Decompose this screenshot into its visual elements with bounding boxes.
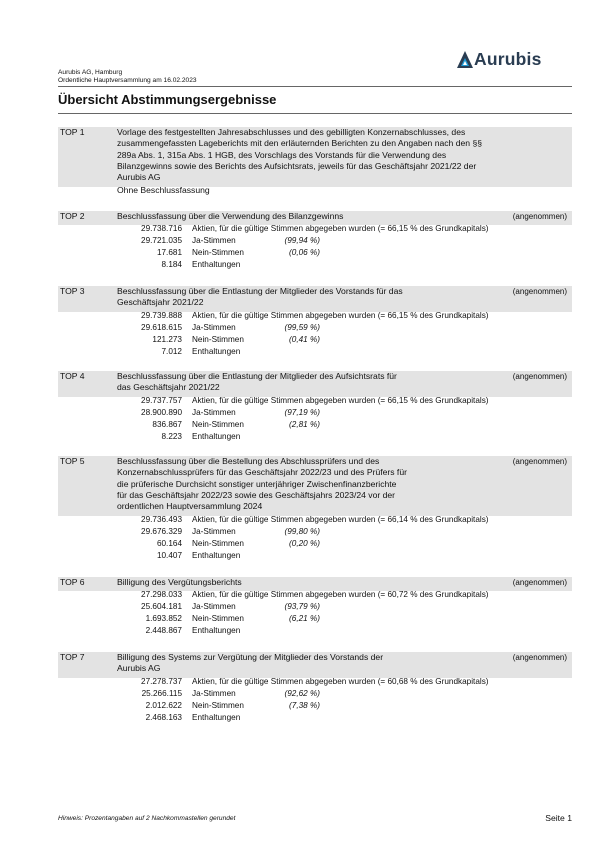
vote-row: [58, 407, 572, 418]
agenda-item-title: [117, 456, 559, 512]
page-title: Übersicht Abstimmungsergebnisse: [58, 92, 277, 107]
vote-row: [58, 514, 572, 525]
vote-label: Aktien, für die gültige Stimmen abgegeben wurden (= 66,15 % des Grundkapitals): [192, 310, 489, 320]
vote-row: [58, 431, 572, 442]
vote-count: 60.164: [156, 538, 182, 548]
agenda-item-title-line: 289a Abs. 1, 315a Abs. 1 HGB, des Vorschlags des Vorstands für die Verwendung des: [117, 149, 447, 160]
vote-row: [58, 322, 572, 333]
agenda-item-title-line: zusammengefassten Lageberichts mit den erläuternden Berichten zu den Angaben nach den §§: [117, 138, 483, 149]
vote-label: Aktien, für die gültige Stimmen abgegeben wurden (= 66,14 % des Grundkapitals): [192, 514, 489, 524]
agenda-item-title-line: Bilanzgewinns sowie des Berichts des Aufsichtsrats, jeweils für das Geschäftsjahr 2021/22 der: [117, 160, 477, 171]
agenda-item-title: [117, 371, 559, 394]
vote-label: Enthaltungen: [192, 626, 241, 636]
vote-percentage: (93,79 %): [284, 602, 320, 612]
agenda-item-title-line: das Geschäftsjahr 2021/22: [117, 382, 220, 393]
vote-count: 17.681: [156, 248, 182, 258]
vote-count: 121.273: [152, 334, 182, 344]
meeting-date: Ordentliche Hauptversammlung am 16.02.2023: [58, 77, 197, 84]
vote-count: 1.693.852: [145, 614, 182, 624]
agenda-item-number: TOP 1: [60, 127, 85, 137]
vote-label: Enthaltungen: [192, 712, 241, 722]
vote-count: 27.278.737: [141, 676, 182, 686]
vote-row: [58, 223, 572, 234]
agenda-item-title-line: Billigung des Systems zur Vergütung der Mitglieder des Vorstands der: [117, 652, 384, 662]
vote-count: 28.900.890: [141, 407, 182, 417]
vote-count: 29.737.757: [141, 395, 182, 405]
document-header: [58, 69, 197, 85]
vote-percentage: (0,20 %): [289, 538, 320, 548]
vote-count: 29.736.493: [141, 514, 182, 524]
agenda-item-number: TOP 7: [60, 652, 85, 662]
vote-label: Aktien, für die gültige Stimmen abgegeben wurden (= 66,15 % des Grundkapitals): [192, 395, 489, 405]
agenda-item-status: (angenommen): [512, 578, 567, 587]
vote-percentage: (0,06 %): [289, 248, 320, 258]
vote-percentage: (6,21 %): [289, 614, 320, 624]
vote-label: Ja-Stimmen: [192, 602, 236, 612]
vote-row: [58, 235, 572, 246]
vote-row: [58, 601, 572, 612]
vote-row: [58, 676, 572, 687]
agenda-item-title: [117, 652, 559, 675]
header-rule: [58, 86, 572, 87]
vote-count: 8.184: [161, 260, 182, 270]
vote-count: 2.468.163: [145, 712, 182, 722]
vote-percentage: (7,38 %): [289, 700, 320, 710]
vote-count: 2.012.622: [145, 700, 182, 710]
vote-percentage: (97,19 %): [284, 407, 320, 417]
agenda-item-title-line: Beschlussfassung über die Entlastung der Mitglieder des Vorstands für das: [117, 286, 403, 296]
agenda-item-title-line: die prüferische Durchsicht sonstiger unterjähriger Zwischenfinanzberichte: [117, 478, 397, 489]
vote-row: [58, 700, 572, 711]
vote-row: [58, 334, 572, 345]
vote-count: 8.223: [161, 431, 182, 441]
vote-count: 2.448.867: [145, 626, 182, 636]
vote-count: 10.407: [156, 550, 182, 560]
vote-label: Enthaltungen: [192, 260, 241, 270]
vote-row: [58, 688, 572, 699]
vote-label: Ja-Stimmen: [192, 322, 236, 332]
vote-label: Aktien, für die gültige Stimmen abgegeben wurden (= 66,15 % des Grundkapitals): [192, 224, 489, 234]
vote-percentage: (0,41 %): [289, 334, 320, 344]
vote-row: [58, 625, 572, 636]
vote-label: Enthaltungen: [192, 550, 241, 560]
vote-label: Enthaltungen: [192, 431, 241, 441]
agenda-item-status: (angenommen): [512, 653, 567, 662]
agenda-item-number: TOP 6: [60, 577, 85, 587]
vote-label: Nein-Stimmen: [192, 614, 244, 624]
title-rule: [58, 113, 572, 114]
aurubis-logo: [457, 50, 573, 70]
logo-wordmark: Aurubis: [474, 49, 542, 69]
agenda-item-title-line: ordentlichen Hauptversammlung 2024: [117, 501, 263, 512]
agenda-item-title: [117, 577, 559, 588]
vote-label: Ja-Stimmen: [192, 236, 236, 246]
vote-percentage: (92,62 %): [284, 688, 320, 698]
vote-label: Nein-Stimmen: [192, 700, 244, 710]
agenda-item-title-line: Geschäftsjahr 2021/22: [117, 297, 204, 308]
vote-count: 7.012: [161, 346, 182, 356]
vote-label: Nein-Stimmen: [192, 538, 244, 548]
vote-row: [58, 419, 572, 430]
vote-count: 27.298.033: [141, 590, 182, 600]
agenda-item-number: TOP 3: [60, 286, 85, 296]
agenda-item-title-line: Beschlussfassung über die Verwendung des Bilanzgewinns: [117, 211, 344, 221]
vote-row: [58, 712, 572, 723]
agenda-item-number: TOP 2: [60, 211, 85, 221]
vote-count: 29.676.329: [141, 526, 182, 536]
vote-row: [58, 589, 572, 600]
vote-row: [58, 526, 572, 537]
vote-row: [58, 613, 572, 624]
vote-row: [58, 247, 572, 258]
vote-label: Ja-Stimmen: [192, 407, 236, 417]
agenda-item-title: [117, 286, 559, 309]
vote-row: [58, 259, 572, 270]
agenda-item-status: (angenommen): [512, 372, 567, 381]
agenda-item-title-line: Vorlage des festgestellten Jahresabschlusses und des gebilligten Konzernabschlusses, des: [117, 127, 466, 137]
vote-count: 25.604.181: [141, 602, 182, 612]
vote-count: 29.739.888: [141, 310, 182, 320]
agenda-item-title-line: Konzernabschlussprüfers für das Geschäftsjahr 2022/23 und des Prüfers für: [117, 467, 407, 478]
agenda-item-status: (angenommen): [512, 212, 567, 221]
company-name: Aurubis AG, Hamburg: [58, 69, 123, 76]
vote-label: Nein-Stimmen: [192, 419, 244, 429]
agenda-item-number: TOP 5: [60, 456, 85, 466]
agenda-item-title: [117, 211, 559, 222]
vote-row: [58, 550, 572, 561]
agenda-item-title-line: Billigung des Vergütungsberichts: [117, 577, 242, 587]
agenda-item-status: (angenommen): [512, 457, 567, 466]
agenda-item-title-line: Beschlussfassung über die Entlastung der Mitglieder des Aufsichtsrats für: [117, 371, 397, 381]
vote-row: [58, 310, 572, 321]
vote-row: [58, 346, 572, 357]
vote-count: 836.867: [152, 419, 182, 429]
agenda-item-title-line: für das Geschäftsjahr 2022/23 sowie des Geschäftsjahrs 2023/24 vor der: [117, 489, 396, 500]
vote-count: 25.266.115: [141, 688, 182, 698]
aurubis-triangle-icon: [457, 51, 473, 68]
vote-label: Enthaltungen: [192, 346, 241, 356]
agenda-item-title-line: Aurubis AG: [117, 172, 161, 183]
agenda-item-title-line: Aurubis AG: [117, 663, 161, 674]
agenda-item-title-line: Beschlussfassung über die Bestellung des Abschlussprüfers und des: [117, 456, 380, 466]
vote-label: Aktien, für die gültige Stimmen abgegeben wurden (= 60,68 % des Grundkapitals): [192, 676, 489, 686]
vote-percentage: (99,80 %): [284, 526, 320, 536]
vote-label: Ja-Stimmen: [192, 526, 236, 536]
vote-label: Nein-Stimmen: [192, 248, 244, 258]
vote-row: [58, 395, 572, 406]
agenda-item-status: (angenommen): [512, 287, 567, 296]
agenda-item-title: [117, 127, 559, 183]
vote-percentage: (99,59 %): [284, 322, 320, 332]
page-number: Seite 1: [545, 813, 572, 823]
vote-count: 29.618.615: [141, 322, 182, 332]
vote-count: 29.738.716: [141, 224, 182, 234]
agenda-item-note: Ohne Beschlussfassung: [117, 184, 210, 195]
agenda-item-number: TOP 4: [60, 371, 85, 381]
rounding-note: Hinweis: Prozentangaben auf 2 Nachkommastellen gerundet: [58, 815, 236, 822]
vote-percentage: (99,94 %): [284, 236, 320, 246]
vote-percentage: (2,81 %): [289, 419, 320, 429]
vote-label: Aktien, für die gültige Stimmen abgegeben wurden (= 60,72 % des Grundkapitals): [192, 590, 489, 600]
vote-label: Nein-Stimmen: [192, 334, 244, 344]
vote-label: Ja-Stimmen: [192, 688, 236, 698]
vote-row: [58, 538, 572, 549]
vote-count: 29.721.035: [141, 236, 182, 246]
